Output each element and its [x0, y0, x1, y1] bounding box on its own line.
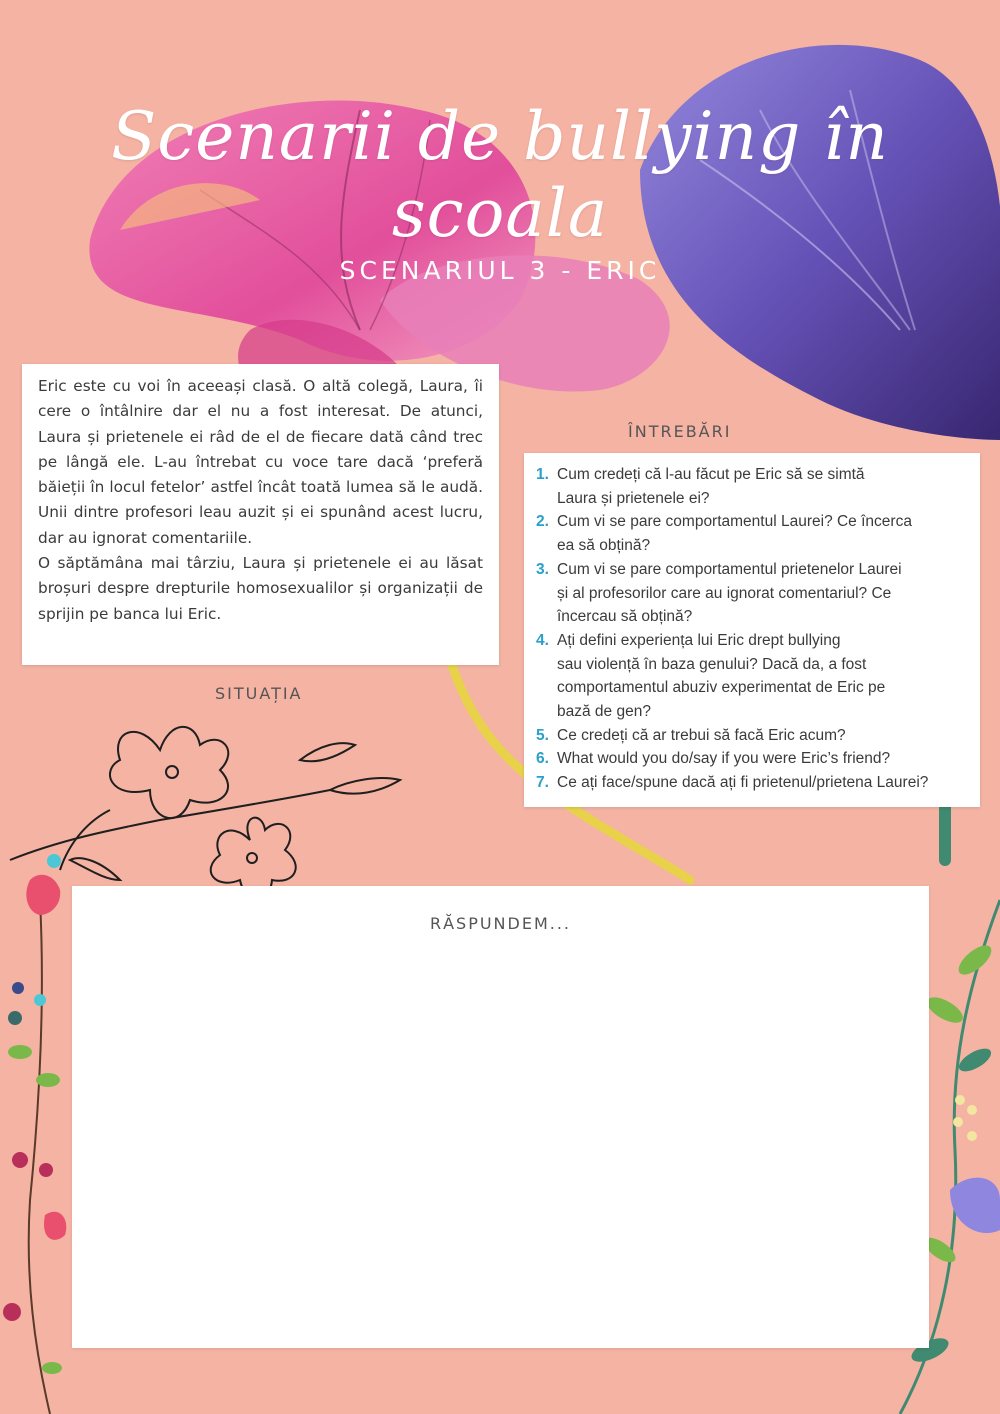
question-item: [536, 724, 972, 748]
question-item: [536, 558, 972, 629]
question-number: 3.: [536, 560, 549, 578]
question-item: [536, 629, 972, 724]
situation-box: [22, 364, 499, 665]
situation-label: SITUAȚIA: [215, 684, 303, 703]
question-text: [557, 463, 972, 510]
question-line: Laura și prietenele ei?: [557, 489, 710, 507]
question-line: Ce credeți că ar trebui să facă Eric acum?: [557, 726, 846, 744]
question-number: 7.: [536, 774, 549, 792]
lily-line-drawing: [10, 727, 400, 899]
question-text: [557, 558, 972, 629]
question-text: [557, 510, 972, 557]
question-line: Ce ați face/spune dacă ați fi prietenul/prietena Laurei?: [557, 774, 929, 792]
question-number: 6.: [536, 750, 549, 768]
question-line: Cum vi se pare comportamentul Laurei? Ce încerca: [557, 513, 912, 531]
question-number: 2.: [536, 513, 549, 531]
answer-label: RĂSPUNDEM...: [429, 914, 572, 933]
question-line: Cum vi se pare comportamentul prietenelor Laurei: [557, 560, 902, 578]
question-line: What would you do/say if you were Eric’s friend?: [557, 750, 891, 768]
question-text: [557, 629, 972, 724]
question-line: ea să obțină?: [557, 537, 651, 555]
questions-label: ÎNTREBĂRI: [628, 422, 732, 441]
question-number: 1.: [536, 466, 549, 483]
answer-area[interactable]: [72, 886, 929, 1348]
question-number: 4.: [536, 631, 549, 649]
question-line: bază de gen?: [557, 703, 651, 721]
question-item: [536, 747, 972, 771]
question-list: [536, 463, 972, 795]
question-line: și al profesorilor care au ignorat comentariul? Ce: [557, 584, 892, 602]
question-text: [557, 771, 972, 795]
page-title: Scenarii de bullying în scoala: [111, 98, 889, 252]
question-line: comportamentul abuziv experimentat de Eric pe: [557, 679, 886, 697]
question-line: sau violență în baza genului? Dacă da, a fost: [557, 655, 867, 673]
question-text: [557, 747, 972, 771]
question-number: 5.: [536, 726, 549, 744]
question-line: încercau să obțină?: [557, 608, 693, 626]
question-line: Ați defini experiența lui Eric drept bullying: [557, 631, 841, 649]
question-item: [536, 771, 972, 795]
question-line: Cum credeți că l-au făcut pe Eric să se simtă: [557, 466, 865, 483]
situation-paragraph-2: O săptămâna mai târziu, Laura și prietenele ei au lăsat broșuri despre drepturile homosexualilor și organizații de sprijin pe banca lui Eric.: [38, 554, 483, 623]
question-text: [557, 724, 972, 748]
wildflower-branch-left: [3, 875, 66, 1414]
situation-paragraph-1: Eric este cu voi în aceeași clasă. O altă colegă, Laura, îi cere o întâlnire dar el nu a fost interesat. De atunci, Laura și prietenele ei râd de el de fiecare dată când trec pe lângă ele. L-au întrebat cu voce tare dacă ‘preferă băieții în locul fetelor’ astfel încât toată lumea să le audă. Unii dintre profesori leau auzit și ei spunând acest lucru, dar au ignorat comentariile.: [38, 377, 483, 547]
question-item: [536, 463, 972, 510]
scenario-subtitle: SCENARIUL 3 - ERIC: [339, 256, 661, 285]
questions-box: [524, 453, 980, 807]
question-item: [536, 510, 972, 557]
